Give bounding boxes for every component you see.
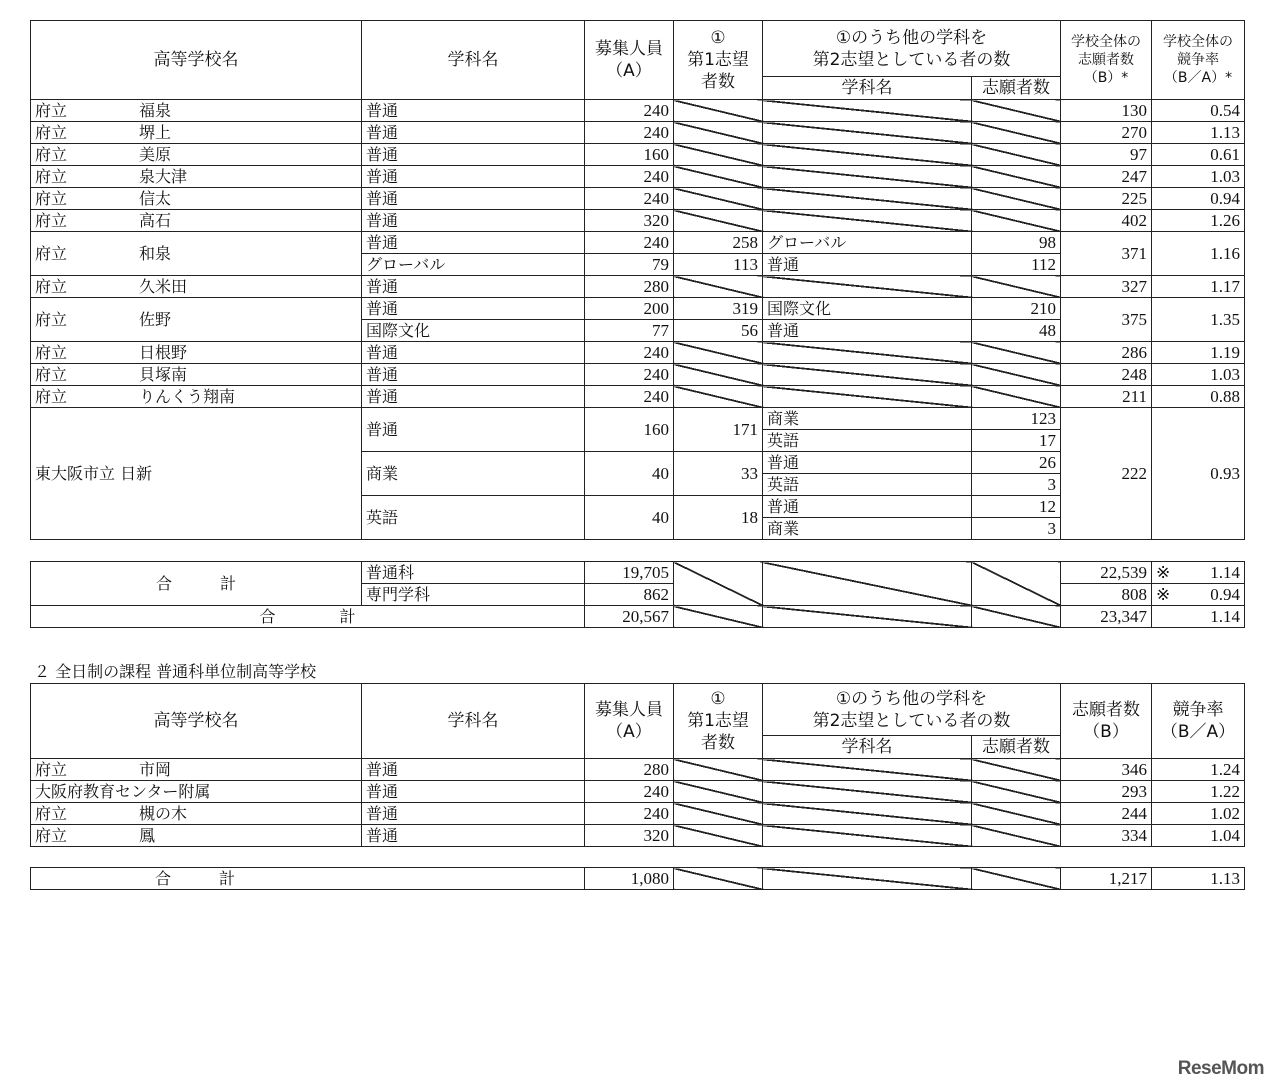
total-label: 合 計 [31, 562, 362, 606]
empty-cell [674, 562, 763, 606]
applicants: 270 [1061, 122, 1152, 144]
empty-cell [763, 166, 972, 188]
capacity: 240 [585, 166, 674, 188]
section2-title: ２ 全日制の課程 普通科単位制高等学校 [34, 662, 317, 681]
header-first-choice: ① 第1志望 者数 [674, 684, 763, 759]
second-count: 98 [972, 232, 1061, 254]
capacity: 19,705 [585, 562, 674, 584]
empty-cell [674, 803, 763, 825]
table-row [31, 342, 1245, 364]
first-choice: 319 [674, 298, 763, 320]
dept-name: 普通 [362, 364, 585, 386]
ratio: 1.22 [1152, 781, 1245, 803]
first-choice: 171 [674, 408, 763, 452]
applicants: 293 [1061, 781, 1152, 803]
second-count: 17 [972, 430, 1061, 452]
second-dept: 英語 [763, 430, 972, 452]
empty-cell [972, 210, 1061, 232]
applicants: 286 [1061, 342, 1152, 364]
table-row [31, 166, 1245, 188]
applicants: 371 [1061, 232, 1152, 276]
school-name: 府立 美原 [31, 144, 362, 166]
ratio: 1.02 [1152, 803, 1245, 825]
second-count: 112 [972, 254, 1061, 276]
dept-name: 普通 [362, 759, 585, 781]
empty-cell [763, 825, 972, 847]
empty-cell [972, 122, 1061, 144]
second-dept: 普通 [763, 496, 972, 518]
empty-cell [972, 144, 1061, 166]
school-name: 府立 泉大津 [31, 166, 362, 188]
table-row [31, 386, 1245, 408]
ratio: 0.93 [1152, 408, 1245, 540]
table-row [31, 210, 1245, 232]
table-row [31, 122, 1245, 144]
dept-name: 普通科 [362, 562, 585, 584]
empty-cell [674, 166, 763, 188]
empty-cell [674, 210, 763, 232]
empty-cell [674, 825, 763, 847]
ratio: 1.13 [1152, 122, 1245, 144]
second-dept: 商業 [763, 518, 972, 540]
empty-cell [674, 386, 763, 408]
empty-cell [674, 144, 763, 166]
applicants: 222 [1061, 408, 1152, 540]
applicants: 327 [1061, 276, 1152, 298]
empty-cell [763, 562, 972, 606]
header-school: 高等学校名 [31, 21, 362, 100]
empty-cell [972, 386, 1061, 408]
capacity: 240 [585, 803, 674, 825]
capacity: 77 [585, 320, 674, 342]
capacity: 240 [585, 122, 674, 144]
table-row [31, 298, 1245, 320]
section2-table [30, 683, 1245, 847]
capacity: 240 [585, 342, 674, 364]
section1-totals-table [30, 561, 1245, 628]
empty-cell [763, 781, 972, 803]
applicants: 244 [1061, 803, 1152, 825]
ratio: 1.03 [1152, 166, 1245, 188]
dept-name: 国際文化 [362, 320, 585, 342]
second-count: 210 [972, 298, 1061, 320]
capacity: 320 [585, 210, 674, 232]
school-name: 府立 市岡 [31, 759, 362, 781]
empty-cell [972, 342, 1061, 364]
school-name: 府立 りんくう翔南 [31, 386, 362, 408]
ratio: 0.54 [1152, 100, 1245, 122]
first-choice: 258 [674, 232, 763, 254]
dept-name: 普通 [362, 298, 585, 320]
dept-name: 普通 [362, 408, 585, 452]
ratio: 0.94 [1152, 188, 1245, 210]
school-name: 府立 堺上 [31, 122, 362, 144]
second-dept: グローバル [763, 232, 972, 254]
second-dept: 普通 [763, 320, 972, 342]
header-ratio: 競争率 （B／A） [1152, 684, 1245, 759]
header-second-count: 志願者数 [972, 736, 1061, 759]
dept-name: 普通 [362, 342, 585, 364]
table-row [31, 825, 1245, 847]
applicants: 22,539 [1061, 562, 1152, 584]
empty-cell [763, 100, 972, 122]
ratio: 1.14 [1152, 606, 1245, 628]
ratio: 0.61 [1152, 144, 1245, 166]
school-name: 府立 鳳 [31, 825, 362, 847]
capacity: 240 [585, 188, 674, 210]
total-label: 合 計 [31, 868, 585, 890]
applicants: 225 [1061, 188, 1152, 210]
applicants: 808 [1061, 584, 1152, 606]
first-choice: 33 [674, 452, 763, 496]
applicants: 23,347 [1061, 606, 1152, 628]
dept-name: 普通 [362, 188, 585, 210]
table-row [31, 759, 1245, 781]
empty-cell [972, 188, 1061, 210]
empty-cell [674, 100, 763, 122]
dept-name: 普通 [362, 122, 585, 144]
school-name: 府立 貝塚南 [31, 364, 362, 386]
first-choice: 113 [674, 254, 763, 276]
empty-cell [763, 364, 972, 386]
table-row [31, 868, 1245, 890]
second-count: 123 [972, 408, 1061, 430]
school-name: 東大阪市立 日新 [31, 408, 362, 540]
ratio: 1.24 [1152, 759, 1245, 781]
dept-name: 普通 [362, 276, 585, 298]
first-choice: 56 [674, 320, 763, 342]
empty-cell [972, 606, 1061, 628]
dept-name: 普通 [362, 100, 585, 122]
school-name: 府立 高石 [31, 210, 362, 232]
dept-name: 普通 [362, 803, 585, 825]
empty-cell [763, 386, 972, 408]
capacity: 320 [585, 825, 674, 847]
capacity: 200 [585, 298, 674, 320]
applicants: 211 [1061, 386, 1152, 408]
ratio: 1.03 [1152, 364, 1245, 386]
header-capacity: 募集人員 （A） [585, 21, 674, 100]
school-name: 府立 久米田 [31, 276, 362, 298]
empty-cell [674, 759, 763, 781]
table-row [31, 364, 1245, 386]
capacity: 240 [585, 100, 674, 122]
ratio: 1.19 [1152, 342, 1245, 364]
header-second-dept: 学科名 [763, 77, 972, 100]
capacity: 240 [585, 364, 674, 386]
header-school: 高等学校名 [31, 684, 362, 759]
second-dept: 商業 [763, 408, 972, 430]
empty-cell [763, 210, 972, 232]
empty-cell [674, 868, 763, 890]
empty-cell [763, 342, 972, 364]
first-choice: 18 [674, 496, 763, 540]
school-name: 府立 佐野 [31, 298, 362, 342]
empty-cell [763, 803, 972, 825]
dept-name: グローバル [362, 254, 585, 276]
empty-cell [763, 868, 972, 890]
second-dept: 国際文化 [763, 298, 972, 320]
capacity: 160 [585, 408, 674, 452]
ratio: 1.17 [1152, 276, 1245, 298]
second-count: 26 [972, 452, 1061, 474]
second-dept: 英語 [763, 474, 972, 496]
header-first-choice: ① 第1志望 者数 [674, 21, 763, 100]
capacity: 40 [585, 452, 674, 496]
capacity: 20,567 [585, 606, 674, 628]
capacity: 280 [585, 759, 674, 781]
table-row [31, 276, 1245, 298]
header-second-dept: 学科名 [763, 736, 972, 759]
dept-name: 商業 [362, 452, 585, 496]
table-row [31, 408, 1245, 430]
ratio: ※ 1.14 [1152, 562, 1245, 584]
dept-name: 英語 [362, 496, 585, 540]
empty-cell [763, 122, 972, 144]
header-ratio: 学校全体の 競争率 （B／A）* [1152, 21, 1245, 100]
dept-name: 普通 [362, 781, 585, 803]
dept-name: 普通 [362, 144, 585, 166]
capacity: 240 [585, 781, 674, 803]
capacity: 79 [585, 254, 674, 276]
applicants: 402 [1061, 210, 1152, 232]
empty-cell [972, 759, 1061, 781]
header-applicants: 志願者数 （B） [1061, 684, 1152, 759]
school-name: 府立 槻の木 [31, 803, 362, 825]
note-mark: ※ [1156, 563, 1171, 582]
applicants: 346 [1061, 759, 1152, 781]
empty-cell [674, 606, 763, 628]
header-dept: 学科名 [362, 684, 585, 759]
empty-cell [972, 364, 1061, 386]
resemom-logo: ReseMom [1177, 1058, 1264, 1079]
table-row [31, 606, 1245, 628]
second-count: 12 [972, 496, 1061, 518]
dept-name: 普通 [362, 210, 585, 232]
ratio: 1.13 [1152, 868, 1245, 890]
header-capacity: 募集人員 （A） [585, 684, 674, 759]
applicants: 248 [1061, 364, 1152, 386]
empty-cell [972, 562, 1061, 606]
capacity: 862 [585, 584, 674, 606]
capacity: 40 [585, 496, 674, 540]
empty-cell [972, 825, 1061, 847]
dept-name: 普通 [362, 232, 585, 254]
empty-cell [972, 781, 1061, 803]
capacity: 1,080 [585, 868, 674, 890]
second-count: 3 [972, 474, 1061, 496]
school-name: 府立 日根野 [31, 342, 362, 364]
ratio: 1.35 [1152, 298, 1245, 342]
header-dept: 学科名 [362, 21, 585, 100]
table-row [31, 562, 1245, 584]
empty-cell [763, 276, 972, 298]
applicants: 375 [1061, 298, 1152, 342]
empty-cell [972, 100, 1061, 122]
header-second-count: 志願者数 [972, 77, 1061, 100]
table-row [31, 144, 1245, 166]
second-dept: 普通 [763, 452, 972, 474]
empty-cell [763, 606, 972, 628]
ratio: ※ 0.94 [1152, 584, 1245, 606]
empty-cell [972, 868, 1061, 890]
empty-cell [763, 144, 972, 166]
second-count: 48 [972, 320, 1061, 342]
school-name: 大阪府教育センター附属 [31, 781, 362, 803]
applicants: 1,217 [1061, 868, 1152, 890]
school-name: 府立 福泉 [31, 100, 362, 122]
applicants: 130 [1061, 100, 1152, 122]
applicants: 97 [1061, 144, 1152, 166]
dept-name: 普通 [362, 825, 585, 847]
section1-table [30, 20, 1245, 540]
table-row [31, 232, 1245, 254]
empty-cell [763, 759, 972, 781]
empty-cell [674, 188, 763, 210]
empty-cell [972, 166, 1061, 188]
empty-cell [674, 342, 763, 364]
ratio: 1.26 [1152, 210, 1245, 232]
table-row [31, 781, 1245, 803]
table-row [31, 803, 1245, 825]
grand-total-label: 合 計 [31, 606, 585, 628]
empty-cell [674, 276, 763, 298]
section2-total-table [30, 867, 1245, 890]
ratio: 1.16 [1152, 232, 1245, 276]
header-second-choice: ①のうち他の学科を 第2志望としている者の数 [763, 21, 1061, 77]
dept-name: 専門学科 [362, 584, 585, 606]
applicants: 247 [1061, 166, 1152, 188]
table-row [31, 188, 1245, 210]
school-name: 府立 和泉 [31, 232, 362, 276]
capacity: 160 [585, 144, 674, 166]
empty-cell [972, 803, 1061, 825]
header-applicants: 学校全体の 志願者数 （B）* [1061, 21, 1152, 100]
capacity: 240 [585, 386, 674, 408]
second-dept: 普通 [763, 254, 972, 276]
ratio: 0.88 [1152, 386, 1245, 408]
empty-cell [972, 276, 1061, 298]
ratio: 1.04 [1152, 825, 1245, 847]
empty-cell [763, 188, 972, 210]
dept-name: 普通 [362, 386, 585, 408]
applicants: 334 [1061, 825, 1152, 847]
capacity: 280 [585, 276, 674, 298]
school-name: 府立 信太 [31, 188, 362, 210]
table-row [31, 100, 1245, 122]
empty-cell [674, 364, 763, 386]
note-mark: ※ [1156, 585, 1171, 604]
empty-cell [674, 122, 763, 144]
capacity: 240 [585, 232, 674, 254]
dept-name: 普通 [362, 166, 585, 188]
second-count: 3 [972, 518, 1061, 540]
empty-cell [674, 781, 763, 803]
header-second-choice: ①のうち他の学科を 第2志望としている者の数 [763, 684, 1061, 736]
